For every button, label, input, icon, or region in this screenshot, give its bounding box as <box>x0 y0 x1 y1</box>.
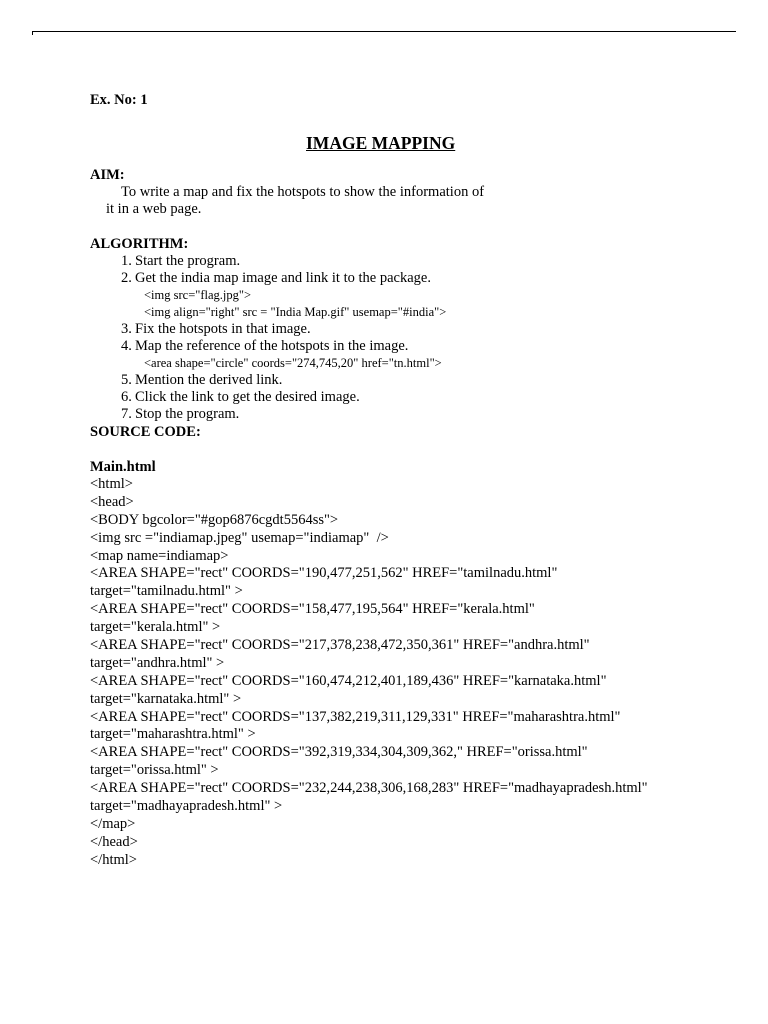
code-line: </html> <box>90 851 137 868</box>
algorithm-step <box>90 321 730 338</box>
algorithm-step <box>90 270 730 287</box>
top-rule <box>32 31 736 32</box>
algorithm-steps <box>90 253 730 423</box>
page-title: IMAGE MAPPING <box>306 133 456 153</box>
code-snippet: <img align="right" src = "India Map.gif" usemap="#india"> <box>144 305 447 319</box>
source-code-block <box>90 476 730 870</box>
document-body <box>90 92 730 870</box>
step-number: 4. <box>121 338 132 354</box>
step-text: Start the program. <box>135 253 241 269</box>
step-text: Stop the program. <box>135 406 240 422</box>
code-line: target="kerala.html" > <box>90 619 221 636</box>
step-number: 1. <box>121 253 132 269</box>
algorithm-step <box>90 338 730 355</box>
step-text: Get the india map image and link it to the package. <box>135 270 431 286</box>
code-line: <map name=indiamap> <box>90 547 229 564</box>
aim-text-line-2: it in a web page. <box>106 201 202 217</box>
code-line: </map> <box>90 815 136 832</box>
aim-heading: AIM: <box>90 167 125 183</box>
code-line: target="karnataka.html" > <box>90 690 242 707</box>
code-line: <AREA SHAPE="rect" COORDS="158,477,195,564" HREF="kerala.html" <box>90 601 535 618</box>
code-line: target="maharashtra.html" > <box>90 726 256 743</box>
code-snippet: <area shape="circle" coords="274,745,20" href="tn.html"> <box>144 356 442 370</box>
algorithm-step <box>90 253 730 270</box>
step-text: Click the link to get the desired image. <box>135 389 360 405</box>
step-number: 7. <box>121 406 132 422</box>
code-line: <img src ="indiamap.jpeg" usemap="indiamap" /> <box>90 529 389 546</box>
step-text: Fix the hotspots in that image. <box>135 321 311 337</box>
algorithm-heading: ALGORITHM: <box>90 236 189 252</box>
code-line: <AREA SHAPE="rect" COORDS="217,378,238,472,350,361" HREF="andhra.html" <box>90 637 590 654</box>
code-line: <head> <box>90 493 134 510</box>
code-line: <AREA SHAPE="rect" COORDS="392,319,334,304,309,362," HREF="orissa.html" <box>90 744 588 761</box>
step-number: 5. <box>121 372 132 388</box>
exercise-number: Ex. No: 1 <box>90 92 148 108</box>
source-code-heading: SOURCE CODE: <box>90 424 201 440</box>
algorithm-step <box>90 372 730 389</box>
code-line: <BODY bgcolor="#gop6876cgdt5564ss"> <box>90 511 339 528</box>
algorithm-step <box>90 389 730 406</box>
code-line: <html> <box>90 476 133 492</box>
code-line: target="andhra.html" > <box>90 654 225 671</box>
code-line: target="madhayapradesh.html" > <box>90 798 283 815</box>
step-number: 6. <box>121 389 132 405</box>
algorithm-step <box>90 406 730 423</box>
code-line: target="tamilnadu.html" > <box>90 583 243 600</box>
code-snippet: <img src="flag.jpg"> <box>144 288 252 302</box>
code-line: target="orissa.html" > <box>90 762 219 779</box>
step-text: Mention the derived link. <box>135 372 283 388</box>
code-line: </head> <box>90 833 138 850</box>
code-line: <AREA SHAPE="rect" COORDS="190,477,251,562" HREF="tamilnadu.html" <box>90 565 558 582</box>
code-line: <AREA SHAPE="rect" COORDS="232,244,238,306,168,283" HREF="madhayapradesh.html" <box>90 780 648 797</box>
step-number: 3. <box>121 321 132 337</box>
step-number: 2. <box>121 270 132 286</box>
code-line: <AREA SHAPE="rect" COORDS="137,382,219,311,129,331" HREF="maharashtra.html" <box>90 708 621 725</box>
aim-text-line-1: To write a map and fix the hotspots to show the information of <box>121 184 485 200</box>
code-line: <AREA SHAPE="rect" COORDS="160,474,212,401,189,436" HREF="karnataka.html" <box>90 672 607 689</box>
step-text: Map the reference of the hotspots in the image. <box>135 338 409 354</box>
top-rule-tick <box>32 31 33 35</box>
source-file-name: Main.html <box>90 459 156 475</box>
